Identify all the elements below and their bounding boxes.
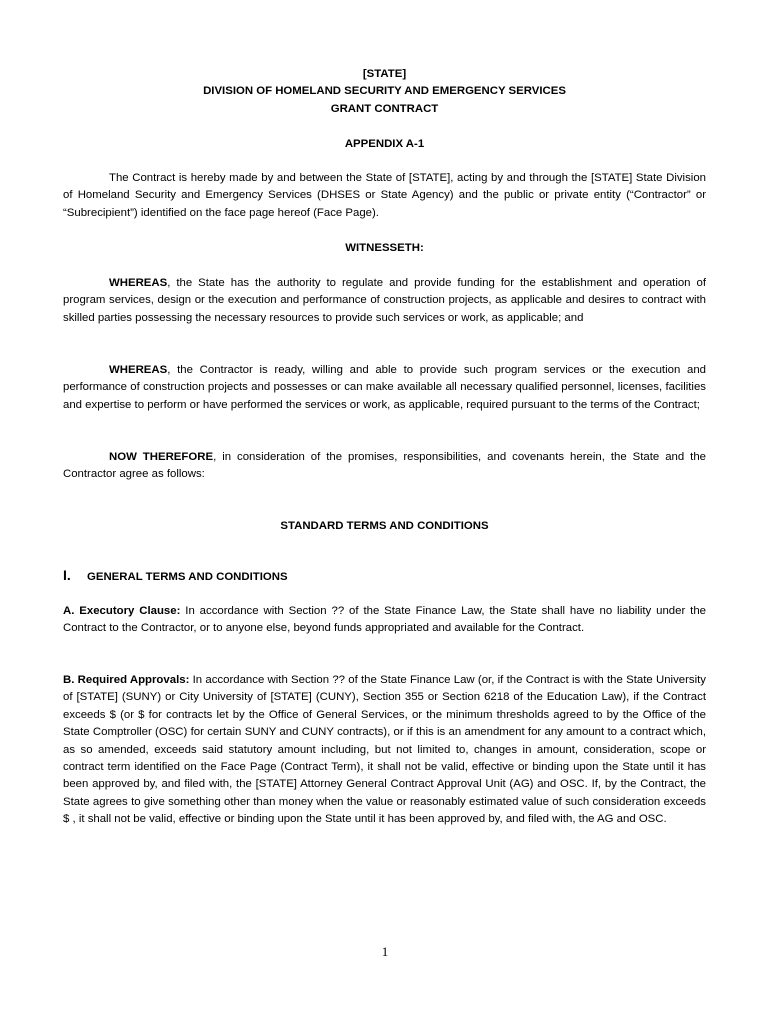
whereas-lead-2: WHEREAS bbox=[109, 364, 168, 376]
page-number: 1 bbox=[381, 944, 389, 959]
document-header bbox=[63, 66, 706, 118]
whereas-lead-1: WHEREAS bbox=[109, 277, 168, 289]
witnesseth-heading: WITNESSETH: bbox=[345, 242, 424, 254]
header-division: DIVISION OF HOMELAND SECURITY AND EMERGENCY SERVICES bbox=[203, 85, 566, 98]
executory-clause-text: In accordance with Section ?? of the State Finance Law, the State shall have no liability under the Contract to the Contractor, or to anyone else, beyond funds appropriated and available for the Contract. bbox=[63, 605, 706, 635]
required-approvals-clause bbox=[63, 672, 706, 829]
required-approvals-label: B. Required Approvals: bbox=[63, 674, 190, 686]
header-state: [STATE] bbox=[362, 68, 407, 80]
whereas-paragraph-1 bbox=[63, 275, 706, 327]
intro-paragraph: The Contract is hereby made by and between the State of [STATE], acting by and through the [STATE] State Division of Homeland Security and Emergency Services (DHSES or State Agency) and the public or private entity (“Contractor” or “Subrecipient”) identified on the face page hereof (Face Page). bbox=[63, 172, 706, 219]
executory-clause-label: A. Executory Clause: bbox=[63, 605, 181, 617]
section-i-number: I. bbox=[63, 567, 71, 583]
now-therefore-paragraph bbox=[63, 449, 706, 484]
required-approvals-text: In accordance with Section ?? of the State Finance Law (or, if the Contract is with the State University of [STATE] (SUNY) or City University of [STATE] (CUNY), Section 355 or Section 6218 of the Education Law), if the Contract exceeds $ (or $ for contracts let by the Office of General Services, or the minimum thresholds agreed to by the Office of the State Comptroller (OSC) for certain SUNY and CUNY contracts), or if this is an amendment for any amount to a contract which, as so amended, exceeds said statutory amount including, but not limited to, changes in amount, consideration, scope or contract term identified on the Face Page (Contract Term), it shall not be valid, effective or binding upon the State until it has been approved by, and filed with, the [STATE] Attorney General Contract Approval Unit (AG) and OSC. If, by the Contract, the State agrees to give something other than money when the value or reasonably estimated value of such consideration exceeds $ , it shall not be valid, effective or binding upon the State until it has been approved by, and filed with, the AG and OSC. bbox=[63, 674, 706, 826]
executory-clause bbox=[63, 603, 706, 638]
whereas-text-1: , the State has the authority to regulate and provide funding for the establishment and operation of program services, design or the execution and performance of construction projects, as applicable and desires to contract with skilled parties possessing the necessary resources to provide such services or work, as applicable; and bbox=[63, 277, 706, 324]
section-i-heading bbox=[63, 567, 706, 586]
whereas-paragraph-2 bbox=[63, 362, 706, 414]
now-therefore-text: , in consideration of the promises, responsibilities, and covenants herein, the State and the Contractor agree as follows: bbox=[63, 451, 706, 481]
appendix-title: APPENDIX A-1 bbox=[344, 138, 425, 150]
header-contract-title: GRANT CONTRACT bbox=[330, 102, 439, 115]
section-i-title: GENERAL TERMS AND CONDITIONS bbox=[87, 571, 288, 583]
now-therefore-lead: NOW THEREFORE bbox=[109, 451, 214, 463]
whereas-text-2: , the Contractor is ready, willing and able to provide such program services or the execution and performance of construction projects and possesses or can make available all necessary qualified personnel, licenses, facilities and expertise to perform or have performed the services or work, as applicable, required pursuant to the terms of the Contract; bbox=[63, 364, 706, 411]
standard-terms-heading: STANDARD TERMS AND CONDITIONS bbox=[280, 520, 489, 532]
